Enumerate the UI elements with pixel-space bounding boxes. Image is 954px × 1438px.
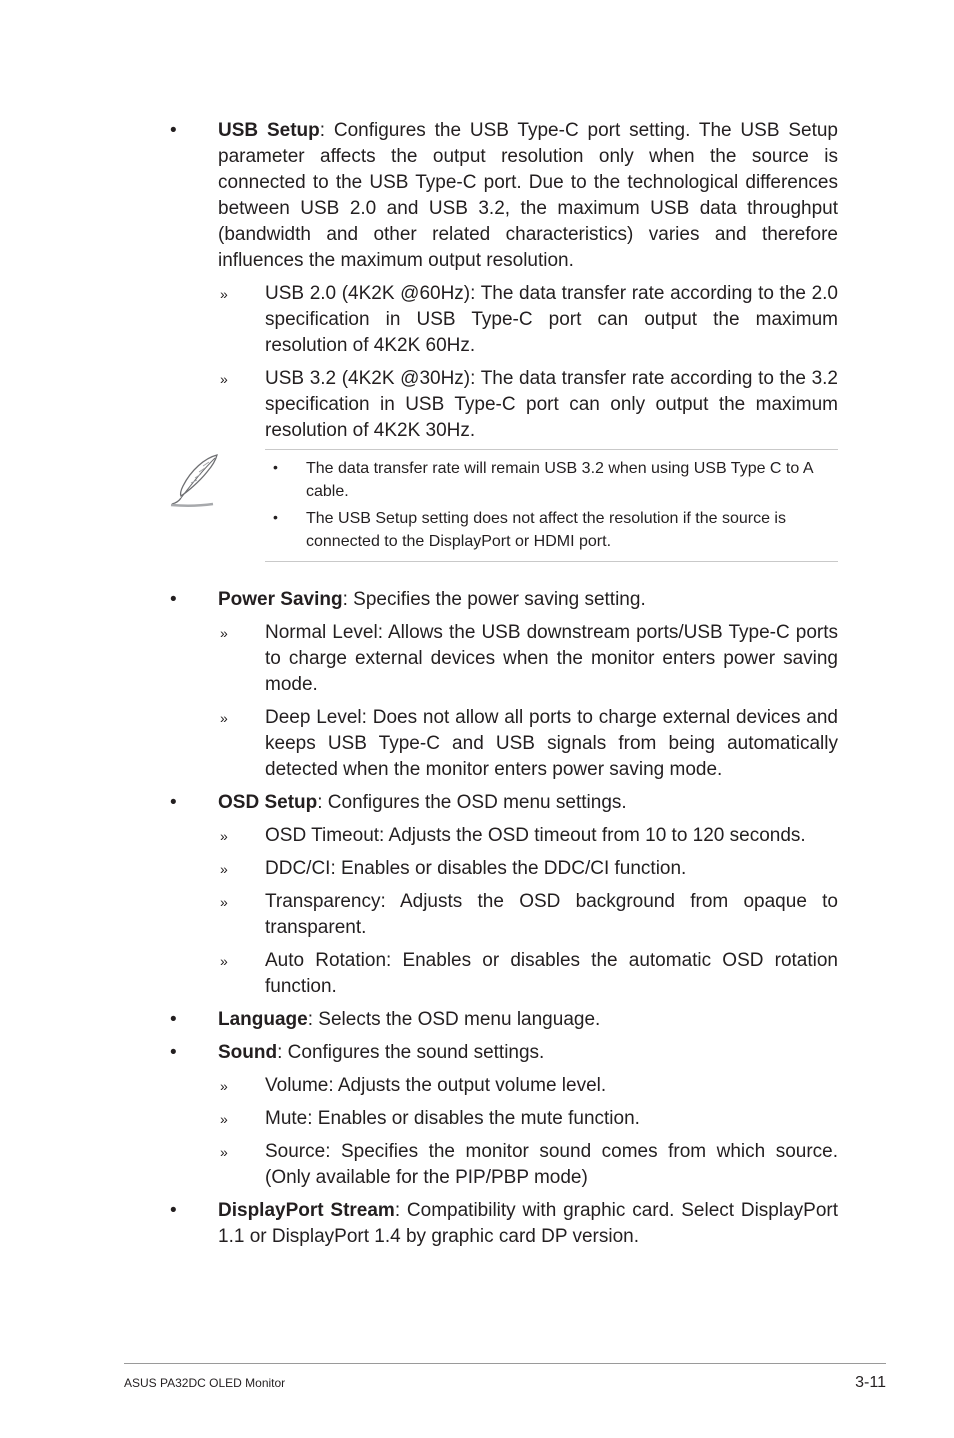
footer-product-name: ASUS PA32DC OLED Monitor	[124, 1376, 286, 1390]
osd-setup-option	[0, 948, 838, 1000]
double-chevron-icon: »	[220, 625, 228, 641]
small-bullet-icon: •	[273, 509, 278, 525]
bullet-icon: •	[170, 1200, 177, 1221]
sound-option	[0, 1106, 838, 1132]
option-text: Transparency: Adjusts the OSD background from opaque to transparent.	[265, 891, 838, 938]
bullet-icon: •	[170, 589, 177, 610]
option-text: OSD Timeout: Adjusts the OSD timeout from 10 to 120 seconds.	[265, 825, 806, 846]
sound-description: : Configures the sound settings.	[277, 1042, 545, 1063]
power-saving-description: : Specifies the power saving setting.	[342, 589, 646, 610]
power-saving-option	[0, 705, 838, 783]
displayport-stream-description: : Compatibility with graphic card. Select DisplayPort 1.1 or DisplayPort 1.4 by graphic card DP version.	[218, 1200, 838, 1247]
note-feather-icon	[169, 452, 221, 508]
note-text: The USB Setup setting does not affect the resolution if the source is connected to the DisplayPort or HDMI port.	[306, 510, 786, 550]
sound-item	[0, 1040, 838, 1066]
bullet-icon: •	[170, 1009, 177, 1030]
power-saving-option	[0, 620, 838, 698]
osd-setup-option	[0, 856, 838, 882]
note-box	[265, 449, 838, 562]
option-text: Source: Specifies the monitor sound comes from which source. (Only available for the PIP/PBP mode)	[265, 1141, 838, 1188]
option-text: USB 2.0 (4K2K @60Hz): The data transfer rate according to the 2.0 specification in USB Type-C port can output the maximum resolution of 4K2K 60Hz.	[265, 283, 838, 356]
option-text: Mute: Enables or disables the mute function.	[265, 1108, 640, 1129]
sound-option	[0, 1139, 838, 1191]
power-saving-title: Power Saving	[218, 589, 343, 610]
option-text: Volume: Adjusts the output volume level.	[265, 1075, 607, 1096]
note-item	[265, 457, 826, 503]
double-chevron-icon: »	[220, 953, 228, 969]
bullet-icon: •	[170, 1042, 177, 1063]
double-chevron-icon: »	[220, 861, 228, 877]
option-text: USB 3.2 (4K2K @30Hz): The data transfer rate according to the 3.2 specification in USB Type-C port can only output the maximum resolution of 4K2K 30Hz.	[265, 368, 838, 441]
language-title: Language	[218, 1009, 308, 1030]
page-number: 3-11	[855, 1374, 886, 1391]
double-chevron-icon: »	[220, 286, 228, 302]
footer-divider	[124, 1363, 886, 1364]
osd-setup-option	[0, 889, 838, 941]
option-text: Deep Level: Does not allow all ports to charge external devices and keeps USB Type-C and USB signals from being automatically detected when the monitor enters power saving mode.	[265, 707, 838, 780]
note-text: The data transfer rate will remain USB 3.2 when using USB Type C to A cable.	[306, 460, 813, 500]
osd-setup-description: : Configures the OSD menu settings.	[317, 792, 627, 813]
option-text: DDC/CI: Enables or disables the DDC/CI function.	[265, 858, 687, 879]
double-chevron-icon: »	[220, 710, 228, 726]
usb-setup-option	[0, 366, 838, 444]
note-item	[265, 507, 826, 553]
bullet-icon: •	[170, 120, 177, 141]
manual-content	[0, 118, 954, 1257]
double-chevron-icon: »	[220, 1111, 228, 1127]
bullet-icon: •	[170, 792, 177, 813]
osd-setup-title: OSD Setup	[218, 792, 318, 813]
power-saving-item	[0, 587, 838, 613]
displayport-stream-title: DisplayPort Stream	[218, 1200, 395, 1221]
sound-option	[0, 1073, 838, 1099]
osd-setup-item	[0, 790, 838, 816]
displayport-stream-item	[0, 1198, 838, 1250]
sound-title: Sound	[218, 1042, 278, 1063]
double-chevron-icon: »	[220, 371, 228, 387]
double-chevron-icon: »	[220, 1078, 228, 1094]
usb-setup-description: : Configures the USB Type-C port setting. The USB Setup parameter affects the output resolution only when the source is connected to the USB Type-C port. Due to the technological differences between USB 2.0 and USB 3.2, the maximum USB data throughput (bandwidth and other related characteristics) varies and therefore influences the maximum output resolution.	[218, 120, 838, 271]
language-item	[0, 1007, 838, 1033]
osd-setup-option	[0, 823, 838, 849]
language-description: : Selects the OSD menu language.	[307, 1009, 601, 1030]
usb-setup-item	[0, 118, 838, 274]
option-text: Auto Rotation: Enables or disables the automatic OSD rotation function.	[265, 950, 838, 997]
double-chevron-icon: »	[220, 828, 228, 844]
double-chevron-icon: »	[220, 1144, 228, 1160]
small-bullet-icon: •	[273, 459, 278, 475]
option-text: Normal Level: Allows the USB downstream ports/USB Type-C ports to charge external devices when the monitor enters power saving mode.	[265, 622, 838, 695]
double-chevron-icon: »	[220, 894, 228, 910]
usb-setup-title: USB Setup	[218, 120, 320, 141]
usb-setup-option	[0, 281, 838, 359]
